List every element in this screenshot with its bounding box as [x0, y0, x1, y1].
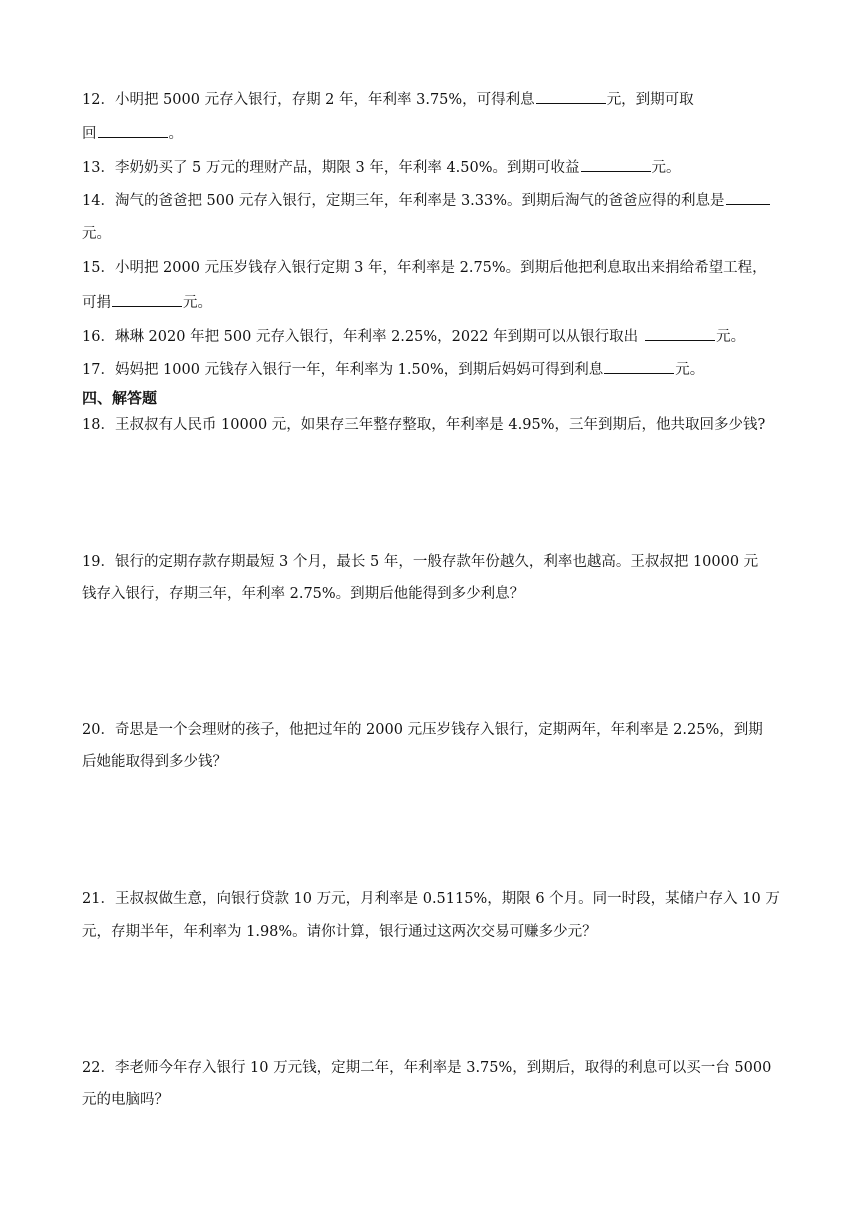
question-21-text-2: 元，存期半年，年利率为 1.98%。请你计算，银行通过这两次交易可赚多少元？ — [82, 924, 597, 940]
question-15-text: 15．小明把 2000 元压岁钱存入银行定期 3 年，年利率是 2.75%。到期后他把利息取出来捐给希望工程， — [82, 260, 767, 276]
question-18 — [82, 415, 765, 435]
question-17-text-b: 元。 — [675, 362, 705, 378]
section-heading: 四、解答题 — [82, 389, 158, 407]
question-17 — [82, 359, 704, 380]
question-21-line-1 — [82, 889, 780, 909]
question-14-text-end: 元。 — [82, 226, 111, 242]
answer-blank — [98, 123, 168, 138]
question-18-text: 18．王叔叔有人民币 10000 元，如果存三年整存整取，年利率是 4.95%，三年到期后，他共取回多少钱? — [82, 417, 766, 433]
question-16-text-a: 16．琳琳 2020 年把 500 元存入银行，年利率 2.25%，2022 年到期可以从银行取出 — [82, 329, 639, 345]
question-20-line-1 — [82, 720, 763, 740]
question-22-line-2 — [82, 1090, 169, 1110]
question-20-text-2: 后她能取得到多少钱？ — [82, 754, 227, 770]
question-14-line-1 — [82, 190, 771, 211]
question-13-text-a: 13．李奶奶买了 5 万元的理财产品，期限 3 年，年利率 4.50%。到期可收益 — [82, 160, 580, 176]
question-12-text-a: 12．小明把 5000 元存入银行，存期 2 年，年利率 3.75%，可得利息 — [82, 92, 535, 108]
question-19-text-2: 钱存入银行，存期三年，年利率 2.75%。到期后他能得到多少利息？ — [82, 586, 525, 602]
question-12-text-b: 元，到期可取 — [606, 92, 694, 108]
question-13 — [82, 157, 681, 178]
answer-blank — [604, 359, 674, 374]
question-19-text-1: 19．银行的定期存款存期最短 3 个月，最长 5 年，一般存款年份越久，利率也越高。王叔叔把 10000 元 — [82, 554, 759, 570]
question-12-text-d: 。 — [168, 126, 183, 142]
question-12-text-c: 回 — [82, 126, 97, 142]
question-12-line-2 — [82, 123, 183, 144]
answer-blank — [645, 326, 715, 341]
question-12-line-1 — [82, 89, 694, 110]
question-13-text-b: 元。 — [651, 160, 681, 176]
question-21-line-2 — [82, 922, 597, 942]
answer-blank — [726, 190, 770, 205]
question-20-text-1: 20．奇思是一个会理财的孩子，他把过年的 2000 元压岁钱存入银行，定期两年，年利率是 2.25%，到期 — [82, 722, 763, 738]
question-15-line-1 — [82, 258, 767, 278]
question-19-line-1 — [82, 552, 758, 572]
question-15-text-b: 元。 — [183, 295, 212, 311]
question-21-text-1: 21．王叔叔做生意，向银行贷款 10 万元，月利率是 0.5115%，期限 6 个月。同一时段，某储户存入 10 万 — [82, 891, 780, 907]
question-17-text-a: 17．妈妈把 1000 元钱存入银行一年，年利率为 1.50%，到期后妈妈可得到利息 — [82, 362, 604, 378]
question-19-line-2 — [82, 584, 524, 604]
question-22-text-1: 22．李老师今年存入银行 10 万元钱，定期二年，年利率是 3.75%，到期后，取得的利息可以买一台 5000 — [82, 1060, 772, 1076]
question-14-text: 14．淘气的爸爸把 500 元存入银行，定期三年，年利率是 3.33%。到期后淘气的爸爸应得的利息是 — [82, 193, 725, 209]
answer-blank — [536, 89, 606, 104]
question-22-line-1 — [82, 1058, 771, 1078]
question-16-text-b: 元。 — [716, 329, 746, 345]
answer-blank — [112, 292, 182, 307]
question-14-line-2 — [82, 224, 111, 244]
answer-blank — [581, 157, 651, 172]
question-15-text-a: 可捐 — [82, 295, 111, 311]
question-20-line-2 — [82, 752, 227, 772]
question-16 — [82, 326, 745, 347]
question-15-line-2 — [82, 292, 212, 313]
question-22-text-2: 元的电脑吗？ — [82, 1092, 169, 1108]
